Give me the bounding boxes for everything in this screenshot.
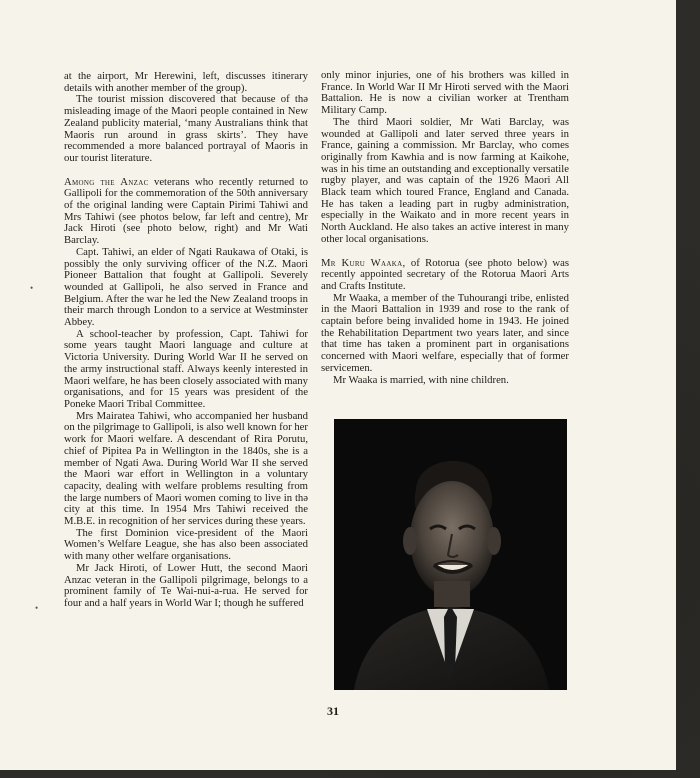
paragraph: at the airport, Mr Herewini, left, discusses itinerary details with another member of the group). — [64, 70, 308, 94]
paragraph: A school-teacher by profession, Capt. Tahiwi for some years taught Maori language and culture at Victoria University. During World War II he served on the army instructional staff. Always keenly interested in Maori welfare, he has been closely associated with many organisations, and for 15 years was president of the Poneke Maori Tribal Committee. — [64, 327, 308, 410]
paragraph: Capt. Tahiwi, an elder of Ngati Raukawa of Otaki, is possibly the only surviving officer of the N.Z. Maori Pioneer Battalion that fought at Gallipoli. Severely wounded at Gallipoli, he also served in France and Belgium. After the war he led the New Zealand troops in their march through London to a service at Westminster Abbey. — [64, 245, 308, 329]
paragraph: Mr Waaka, a member of the Tuhourangi tribe, enlisted in the Maori Battalion in 1939 and rose to the rank of captain before being invalided home in 1943. He joined the Rehabilitation Department two years later, and since that time has taken a prominent part in organisations concerned with Maori welfare, especially that of former servicemen. — [321, 291, 569, 374]
small-caps-lead: Anzac — [120, 175, 149, 188]
small-caps-lead: Mr Kuru Waaka, — [321, 256, 406, 269]
left-column — [64, 71, 308, 610]
paragraph: The third Maori soldier, Mr Wati Barclay, was wounded at Gallipoli and later served three years in France, gaining a commission. Mr Barclay, who comes originally from Kawhia and is now farming at Kaikohe, was in his time an outstanding and exceptionally versatile rugby player, and was captain of the 1926 Maori All Black team which toured France, England and Canada. He has taken a leading part in rugby administration, especially in the Waikato and in more recent years in North Auckland. He also takes an active interest in many other local organisations. — [321, 115, 569, 245]
paragraph: Mr Jack Hiroti, of Lower Hutt, the second Maori Anzac veteran in the Gallipoli pilgrimage, belongs to a prominent family of Te Wai-nui-a-rua. He served for four and a half years in World War I; though he suffered — [64, 561, 308, 609]
portrait-illustration — [334, 419, 567, 690]
right-column — [321, 70, 569, 386]
paragraph-text: of Rotorua (see photo below) was recently appointed secretary of the Rotorua Maori Arts and Crafts Institute. — [321, 256, 570, 292]
margin-mark: • — [30, 283, 34, 293]
portrait-photo — [334, 419, 567, 690]
page-number: 31 — [327, 704, 339, 718]
paragraph: only minor injuries, one of his brothers was killed in France. In World War II Mr Hiroti served with the Maori Battalion. He is now a civilian worker at Trentham Military Camp. — [321, 69, 569, 117]
small-caps-lead: Among the — [64, 175, 115, 188]
paragraph-text: veterans who recently returned to Gallipoli for the commemoration of the 50th anniversary of the original landing were Captain Pirimi Tahiwi and Mrs Tahiwi (see photos below, far left and centre), Mr Jack Hiroti (see photo below, right) and Mr Wati Barclay. — [64, 175, 308, 247]
paragraph-anzac-veterans — [64, 177, 308, 247]
margin-mark: • — [35, 603, 39, 613]
paragraph: Mr Waaka is married, with nine children. — [333, 373, 509, 386]
paragraph: The first Dominion vice-president of the Maori Women’s Welfare League, she has also been associated with many other welfare organisations. — [64, 526, 308, 563]
paragraph: The tourist mission discovered that because of thə misleading image of the Maori people contained in New Zealand publicity material, ‘many Australians think that Maoris run around in grass skirts’. They have recommended a more balanced portrayal of Maoris in our tourist literature. — [64, 93, 308, 164]
paragraph-kuru-waaka — [321, 258, 569, 293]
paragraph: Mrs Mairatea Tahiwi, who accompanied her husband on the pilgrimage to Gallipoli, is also well known for her work for Maori welfare. A descendant of Rira Porutu, chief of Pipitea Pa in Wellington in the 1840s, she is a member of Ngati Awa. During World War II she served the Maori war effort in Wellington in a voluntary capacity, dealing with welfare problems resulting from the large numbers of Maori women coming to live in thə city at this time. In 1954 Mrs Tahiwi received the M.B.E. in recognition of her services during these years. — [64, 409, 308, 528]
